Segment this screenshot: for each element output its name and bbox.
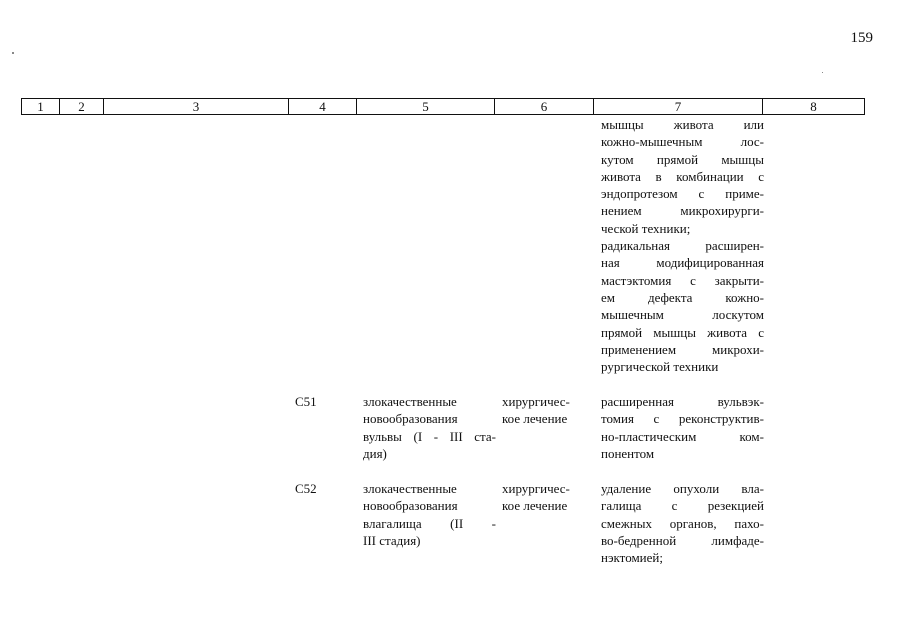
text-line: удаление опухоли вла- <box>601 481 764 496</box>
text-line: новообразования <box>363 411 458 427</box>
text-line: радикальная расширен- <box>601 238 764 254</box>
scan-speck <box>12 52 14 54</box>
text-line: но-пластическим ком- <box>601 428 764 444</box>
text-line: живота в комбинации с <box>601 168 764 184</box>
text-line: применением микрохи- <box>601 341 764 357</box>
text-line: новообразования <box>363 498 458 514</box>
text-line: нением микрохирурги- <box>601 203 764 219</box>
text-line: томия с реконструктив- <box>601 411 764 427</box>
text-line: нэктомией; <box>601 550 663 566</box>
header-cell-3: 3 <box>104 99 289 115</box>
text-line: рургической техники <box>601 359 719 375</box>
text-line: хирургичес- <box>502 394 570 409</box>
text-line: мастэктомия с закрыти- <box>601 272 764 288</box>
header-cell-5: 5 <box>357 99 495 115</box>
table-header-row <box>21 98 865 115</box>
text-line: злокачественные <box>363 481 457 496</box>
text-line: галища с резекцией <box>601 498 764 514</box>
row-code-c51: C51 <box>295 394 317 409</box>
text-line: кожно-мышечным лос- <box>601 134 764 150</box>
text-line: прямой мышцы живота с <box>601 324 764 340</box>
row-c52-method <box>601 480 764 566</box>
row-c52-diagnosis <box>363 480 496 549</box>
text-line: понентом <box>601 445 655 461</box>
text-line: мышцы живота или <box>601 117 764 132</box>
text-line: III стадия) <box>363 532 421 548</box>
text-line: злокачественные <box>363 394 457 409</box>
text-line: хирургичес- <box>502 481 570 496</box>
continued-treatment-text <box>601 116 764 375</box>
scan-speck <box>822 72 823 73</box>
text-line: расширенная вульвэк- <box>601 394 764 409</box>
header-cell-2: 2 <box>60 99 104 115</box>
text-line: кое лечение <box>502 411 568 427</box>
row-c52-treatment-type <box>502 480 582 515</box>
row-code-c52: C52 <box>295 481 317 496</box>
text-line: во-бедренной лимфаде- <box>601 532 764 548</box>
text-line: вульвы (I - III ста- <box>363 428 496 444</box>
row-c51-method <box>601 393 764 462</box>
header-cell-6: 6 <box>495 99 594 115</box>
text-line: ем дефекта кожно- <box>601 289 764 305</box>
row-c51-treatment-type <box>502 393 582 428</box>
header-cell-1: 1 <box>22 99 60 115</box>
page-number: 159 <box>850 30 873 46</box>
header-cell-4: 4 <box>289 99 357 115</box>
header-cell-7: 7 <box>594 99 763 115</box>
text-line: влагалища (II - <box>363 515 496 531</box>
header-cell-8: 8 <box>763 99 865 115</box>
text-line: эндопротезом с приме- <box>601 186 764 202</box>
text-line: мышечным лоскутом <box>601 307 764 323</box>
text-line: ная модифицированная <box>601 255 764 271</box>
text-line: кое лечение <box>502 498 568 514</box>
text-line: смежных органов, пахо- <box>601 515 764 531</box>
row-c51-diagnosis <box>363 393 496 462</box>
text-line: дия) <box>363 445 387 461</box>
text-line: кутом прямой мышцы <box>601 151 764 167</box>
text-line: ческой техники; <box>601 220 691 236</box>
